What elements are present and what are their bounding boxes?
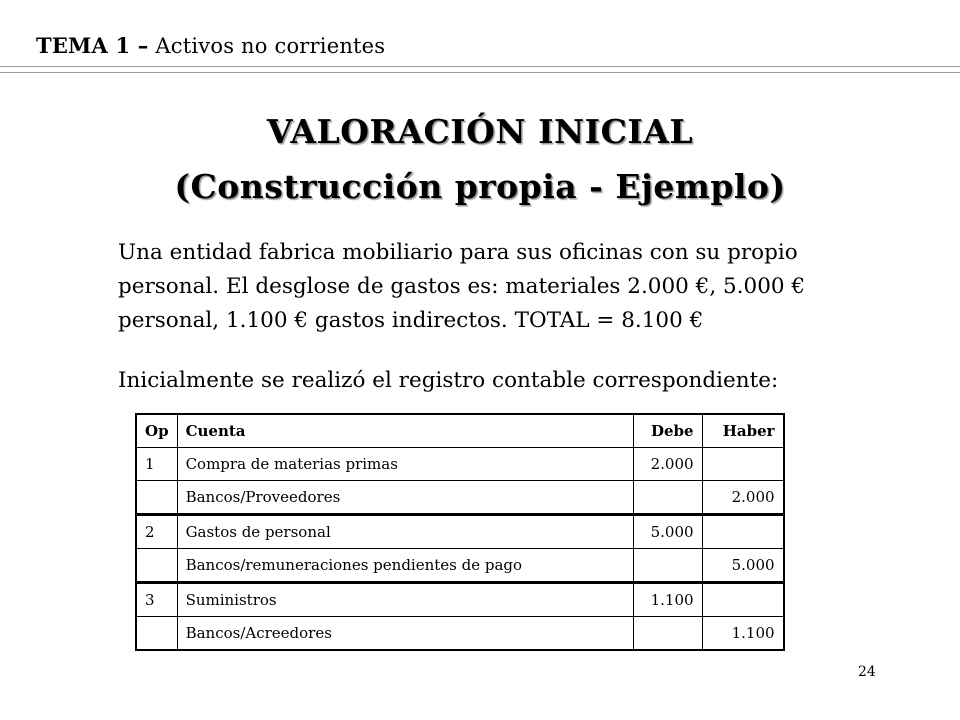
cell-haber xyxy=(702,448,784,481)
description-paragraph xyxy=(118,236,878,338)
table-row xyxy=(136,617,784,651)
cell-op xyxy=(136,549,177,583)
page-number: 24 xyxy=(858,664,876,680)
cell-cuenta: Suministros xyxy=(177,583,633,617)
accounting-entries-table xyxy=(135,413,785,651)
header-tema: TEMA 1 – xyxy=(36,33,149,58)
table-header-row xyxy=(136,414,784,448)
cell-cuenta: Bancos/Proveedores xyxy=(177,481,633,515)
table-row xyxy=(136,549,784,583)
cell-debe xyxy=(633,617,702,651)
cell-debe xyxy=(633,549,702,583)
description-line: personal. El desglose de gastos es: materiales 2.000 €, 5.000 € xyxy=(118,274,806,299)
header-divider-bottom xyxy=(0,72,960,73)
header-subject: Activos no corrientes xyxy=(155,34,386,58)
slide-subtitle: (Construcción propia - Ejemplo) xyxy=(174,167,786,206)
cell-cuenta: Bancos/Acreedores xyxy=(177,617,633,651)
cell-debe xyxy=(633,481,702,515)
table-row xyxy=(136,481,784,515)
cell-haber xyxy=(702,583,784,617)
cell-cuenta: Gastos de personal xyxy=(177,515,633,549)
table-row xyxy=(136,515,784,549)
table-row xyxy=(136,583,784,617)
cell-debe: 5.000 xyxy=(633,515,702,549)
intro-paragraph: Inicialmente se realizó el registro contable correspondiente: xyxy=(118,368,779,393)
cell-op xyxy=(136,481,177,515)
cell-haber: 1.100 xyxy=(702,617,784,651)
header-debe: Debe xyxy=(633,414,702,448)
cell-debe: 1.100 xyxy=(633,583,702,617)
cell-haber: 2.000 xyxy=(702,481,784,515)
cell-op xyxy=(136,617,177,651)
cell-op: 3 xyxy=(136,583,177,617)
cell-debe: 2.000 xyxy=(633,448,702,481)
cell-haber xyxy=(702,515,784,549)
cell-cuenta: Compra de materias primas xyxy=(177,448,633,481)
cell-op: 1 xyxy=(136,448,177,481)
slide-header xyxy=(36,33,385,58)
cell-cuenta: Bancos/remuneraciones pendientes de pago xyxy=(177,549,633,583)
description-line: personal, 1.100 € gastos indirectos. TOTAL = 8.100 € xyxy=(118,308,704,333)
cell-op: 2 xyxy=(136,515,177,549)
header-cuenta: Cuenta xyxy=(177,414,633,448)
cell-haber: 5.000 xyxy=(702,549,784,583)
description-line: Una entidad fabrica mobiliario para sus oficinas con su propio xyxy=(118,240,798,265)
table-row xyxy=(136,448,784,481)
header-op: Op xyxy=(136,414,177,448)
header-haber: Haber xyxy=(702,414,784,448)
header-divider-top xyxy=(0,66,960,67)
slide-title: VALORACIÓN INICIAL xyxy=(266,112,694,151)
